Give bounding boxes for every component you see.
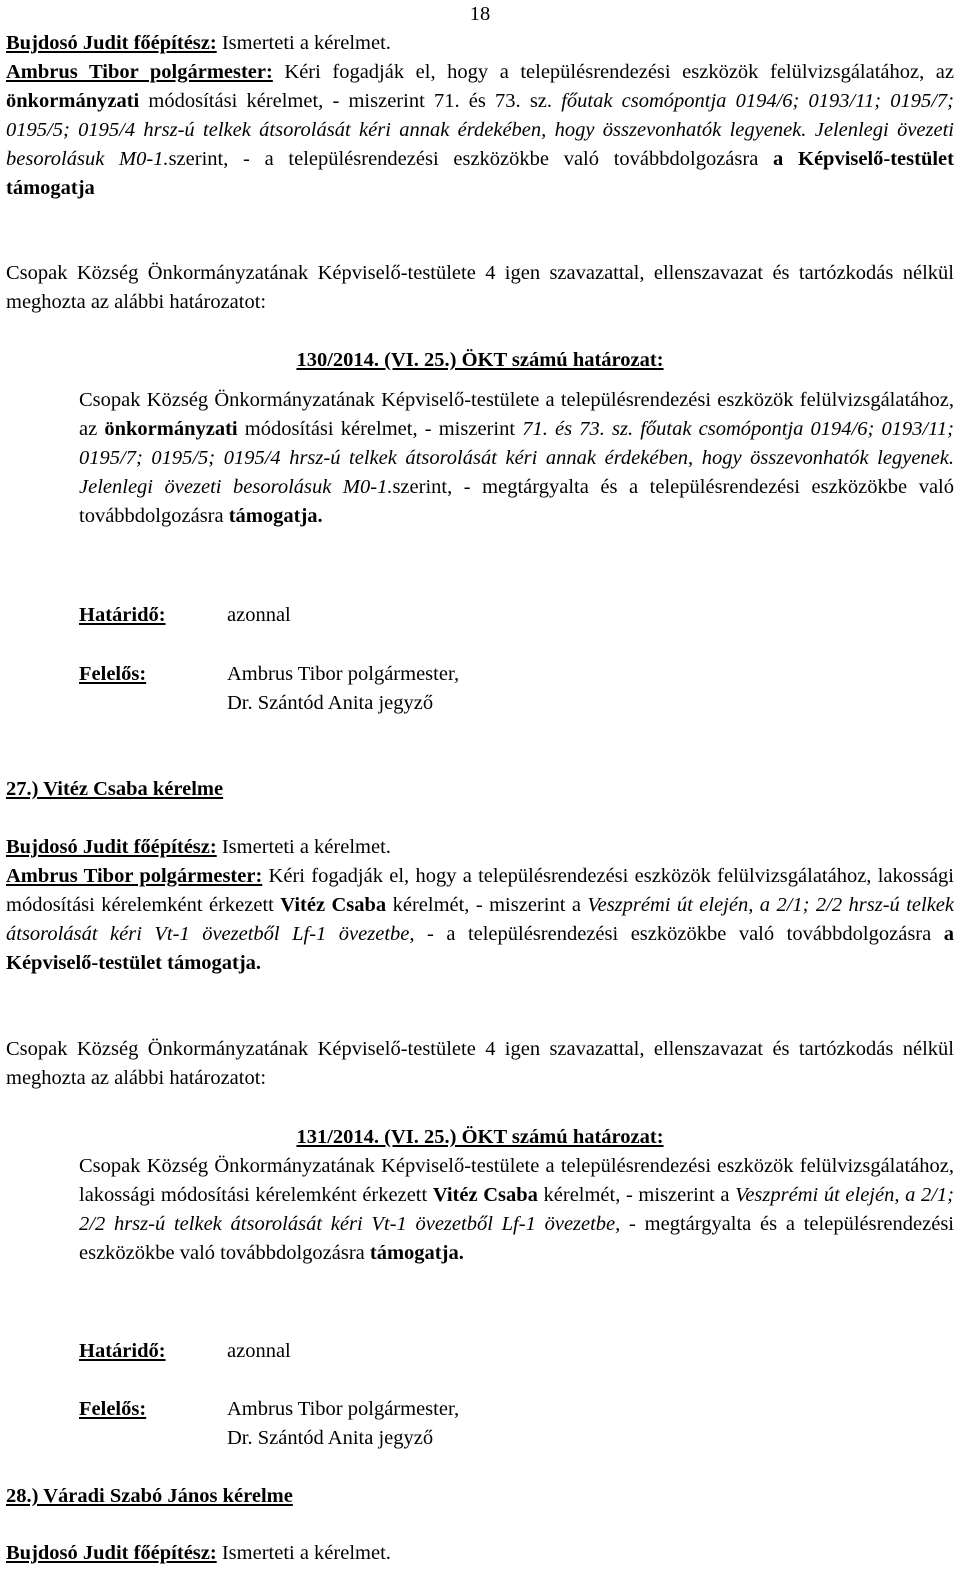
resolution-text-part: Csopak Község Önkormányzatának Képviselő-testülete a településrendezési eszközök felülvizsgálatához, lakossági módosítási kérelemként érkezett bbox=[79, 1155, 954, 1206]
speaker-name: Bujdosó Judit főépítész: bbox=[6, 32, 217, 54]
resolution-text-part: kérelmét, - miszerint a bbox=[537, 1184, 736, 1206]
speaker-text: Ismerteti a kérelmet. bbox=[216, 32, 391, 54]
resolution-text-part: módosítási kérelmet, - miszerint bbox=[237, 418, 523, 440]
speaker-text: - a településrendezési eszközökbe való továbbdolgozásra bbox=[414, 923, 944, 945]
italic-text: Veszprémi út elején, a 2/1; 2/2 hrsz-ú telkek átsorolását kéri Vt-1 övezetből Lf-1 övezetbe, bbox=[6, 894, 955, 945]
deadline-value: azonnal bbox=[227, 1340, 291, 1362]
deadline-value: azonnal bbox=[227, 604, 291, 626]
resolution-130-body bbox=[79, 386, 954, 531]
resolution-131-body bbox=[79, 1152, 954, 1268]
resolution-text bbox=[79, 386, 954, 531]
section-26-discussion bbox=[6, 29, 954, 203]
resolution-130-title-wrap bbox=[6, 346, 954, 375]
bold-conclusion: támogatja. bbox=[228, 505, 323, 527]
italic-text: 71. és 73. sz. főutak csomópontja 0194/6; 0193/11; 0195/7; 0195/5; 0195/4 hrsz-ú telkek átsorolását kéri annak érdekében, hogy összevonhatók legyenek. Jelenlegi övezeti besorolásuk M0-1. bbox=[79, 418, 954, 498]
section-28-discussion bbox=[6, 1539, 954, 1568]
resolution-text-part: Csopak Község Önkormányzatának Képviselő-testülete a településrendezési eszközök felülvizsgálatához, az bbox=[79, 389, 954, 440]
responsible-mayor: Ambrus Tibor polgármester, bbox=[227, 663, 460, 685]
speaker-text: Kéri fogadják el, hogy a településrendezési eszközök felülvizsgálatához, az bbox=[272, 61, 954, 83]
speaker-line-architect bbox=[6, 1539, 954, 1568]
speaker-text: módosítási kérelmet, - miszerint 71. és 73. sz. bbox=[139, 90, 562, 112]
resolution-131-title-wrap bbox=[6, 1123, 954, 1152]
speaker-line-mayor bbox=[6, 862, 954, 978]
responsible-label: Felelős: bbox=[79, 663, 147, 685]
bold-conclusion: a Képviselő-testület támogatja. bbox=[6, 923, 954, 974]
resolution-title: 131/2014. (VI. 25.) ÖKT számú határozat: bbox=[296, 1126, 664, 1148]
speaker-line-mayor bbox=[6, 58, 954, 203]
deadline-label: Határidő: bbox=[79, 1340, 166, 1362]
italic-text: Veszprémi út elején, a 2/1; 2/2 hrsz-ú telkek átsorolását kéri Vt-1 övezetből Lf-1 övezetbe, bbox=[79, 1184, 954, 1235]
vote-text: Csopak Község Önkormányzatának Képviselő-testülete 4 igen szavazattal, ellenszavazat és tartózkodás nélkül meghozta az alábbi határozatot: bbox=[6, 262, 954, 313]
responsible-notary: Dr. Szántód Anita jegyző bbox=[227, 692, 434, 714]
speaker-text: szerint, - a településrendezési eszközökbe való továbbdolgozásra bbox=[168, 148, 774, 170]
speaker-name: Bujdosó Judit főépítész: bbox=[6, 1542, 217, 1564]
responsible-notary: Dr. Szántód Anita jegyző bbox=[227, 1427, 434, 1449]
deadline-label: Határidő: bbox=[79, 604, 166, 626]
resolution-text-part: - megtárgyalta és a településrendezési eszközökbe való továbbdolgozásra bbox=[79, 1213, 954, 1264]
bold-conclusion: a Képviselő-testület támogatja bbox=[6, 148, 954, 199]
section-27-discussion bbox=[6, 833, 954, 978]
section-heading: 27.) Vitéz Csaba kérelme bbox=[6, 778, 224, 800]
speaker-text: Ismerteti a kérelmet. bbox=[216, 836, 391, 858]
responsible-label: Felelős: bbox=[79, 1398, 147, 1420]
bold-term: Vitéz Csaba bbox=[432, 1184, 538, 1206]
speaker-line-architect bbox=[6, 833, 954, 862]
speaker-text: kérelmét, - miszerint a bbox=[386, 894, 588, 916]
speaker-name: Bujdosó Judit főépítész: bbox=[6, 836, 217, 858]
responsible-mayor: Ambrus Tibor polgármester, bbox=[227, 1398, 460, 1420]
resolution-text-part: szerint, - megtárgyalta és a településrendezési eszközökbe való továbbdolgozásra bbox=[79, 476, 954, 527]
resolution-title: 130/2014. (VI. 25.) ÖKT számú határozat: bbox=[296, 349, 664, 371]
bold-term: önkormányzati bbox=[104, 418, 238, 440]
italic-text: főutak csomópontja 0194/6; 0193/11; 0195/7; 0195/5; 0195/4 hrsz-ú telkek átsorolását kéri annak érdekében, hogy összevonhatók legyenek. Jelenlegi övezeti besorolásuk M0-1. bbox=[6, 90, 955, 170]
section-28-heading-wrap bbox=[6, 1482, 954, 1511]
speaker-text: Ismerteti a kérelmet. bbox=[216, 1542, 391, 1564]
page-number: 18 bbox=[469, 3, 491, 25]
section-heading: 28.) Váradi Szabó János kérelme bbox=[6, 1485, 293, 1507]
vote-statement-2 bbox=[6, 1035, 954, 1093]
vote-statement-1 bbox=[6, 259, 954, 317]
speaker-text: Kéri fogadják el, hogy a településrendezési eszközök felülvizsgálatához, lakossági módosítási kérelemként érkezett bbox=[6, 865, 955, 916]
section-27-heading-wrap bbox=[6, 775, 954, 804]
bold-term: Vitéz Csaba bbox=[280, 894, 387, 916]
speaker-name: Ambrus Tibor polgármester: bbox=[6, 865, 263, 887]
bold-term: önkormányzati bbox=[6, 90, 140, 112]
resolution-text bbox=[79, 1152, 954, 1268]
vote-text: Csopak Község Önkormányzatának Képviselő-testülete 4 igen szavazattal, ellenszavazat és tartózkodás nélkül meghozta az alábbi határozatot: bbox=[6, 1038, 954, 1089]
bold-conclusion: támogatja. bbox=[369, 1242, 464, 1264]
speaker-name: Ambrus Tibor polgármester: bbox=[6, 61, 273, 83]
speaker-line-architect bbox=[6, 29, 954, 58]
